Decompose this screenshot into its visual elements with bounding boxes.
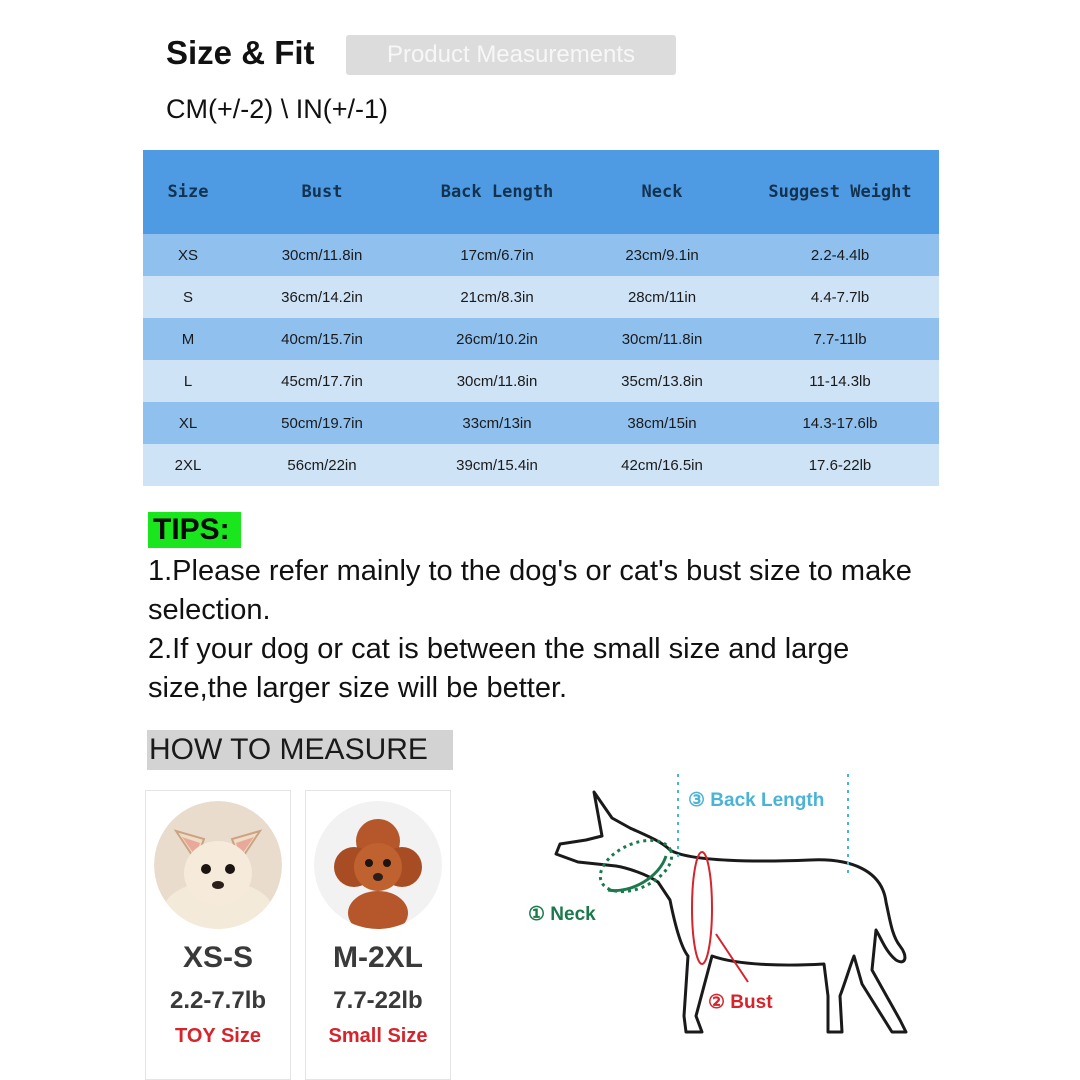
table-cell: 30cm/11.8in (456, 372, 538, 390)
table-cell: 40cm/15.7in (281, 330, 363, 348)
table-row (143, 402, 939, 444)
size-range: XS-S (182, 941, 254, 974)
chihuahua-photo (154, 801, 282, 929)
table-cell: M (181, 330, 195, 348)
table-cell: 23cm/9.1in (625, 246, 699, 264)
page-title: Size & Fit (166, 34, 315, 71)
size-card-toy (145, 790, 291, 1080)
table-cell: L (183, 372, 193, 390)
table-cell: 30cm/11.8in (281, 246, 363, 264)
column-header: Suggest Weight (768, 182, 912, 202)
dog-measure-diagram (520, 770, 920, 1080)
table-cell: 36cm/14.2in (281, 288, 363, 306)
table-cell: 17cm/6.7in (460, 246, 534, 264)
table-cell: 4.4-7.7lb (810, 288, 870, 306)
table-row (143, 360, 939, 402)
size-type: Small Size (328, 1025, 428, 1047)
bust-label: ② Bust (708, 992, 773, 1013)
table-cell: 2.2-4.4lb (810, 246, 870, 264)
weight-range: 2.2-7.7lb (169, 987, 267, 1014)
table-cell: 21cm/8.3in (460, 288, 534, 306)
table-row (143, 276, 939, 318)
table-cell: 11-14.3lb (809, 372, 871, 390)
size-card-small (305, 790, 451, 1080)
how-to-measure-heading: HOW TO MEASURE (147, 730, 453, 770)
table-cell: 2XL (174, 456, 202, 474)
neck-label: ① Neck (528, 904, 596, 925)
table-cell: 14.3-17.6lb (802, 414, 878, 432)
table-cell: 28cm/11in (627, 288, 697, 306)
table-cell: 35cm/13.8in (621, 372, 703, 390)
table-cell: 42cm/16.5in (621, 456, 703, 474)
tip-line: 2.If your dog or cat is between the small size and large size,the larger size will be better. (148, 633, 850, 704)
back-length-label: ③ Back Length (688, 790, 825, 811)
table-cell: S (182, 288, 193, 306)
table-cell: 39cm/15.4in (456, 456, 538, 474)
table-cell: 17.6-22lb (808, 456, 872, 474)
table-row (143, 444, 939, 486)
poodle-photo (314, 801, 442, 929)
size-type: TOY Size (175, 1025, 261, 1047)
bust-measure-loop (692, 852, 712, 964)
column-header: Back Length (440, 182, 554, 202)
table-cell: 7.7-11lb (813, 330, 867, 348)
tip-line: 1.Please refer mainly to the dog's or cat's bust size to make selection. (148, 555, 912, 626)
weight-range: 7.7-22lb (333, 987, 423, 1014)
table-cell: 30cm/11.8in (621, 330, 703, 348)
column-header: Size (167, 182, 209, 202)
table-cell: 56cm/22in (287, 456, 357, 474)
table-header (143, 150, 939, 234)
tips-badge: TIPS: (148, 512, 241, 548)
table-cell: XL (178, 414, 198, 432)
table-cell: 50cm/19.7in (281, 414, 363, 432)
size-table (143, 150, 939, 486)
table-row (143, 318, 939, 360)
column-header: Neck (641, 182, 683, 202)
table-cell: 38cm/15in (627, 414, 697, 432)
table-cell: 26cm/10.2in (456, 330, 538, 348)
table-cell: 33cm/13in (462, 414, 532, 432)
table-cell: 45cm/17.7in (281, 372, 363, 390)
units-note: CM(+/-2) \ IN(+/-1) (166, 94, 389, 124)
column-header: Bust (301, 182, 343, 202)
product-measurements-pill: Product Measurements (346, 35, 676, 75)
size-range: M-2XL (333, 941, 423, 974)
table-row (143, 234, 939, 276)
tips-text (148, 552, 948, 708)
table-cell: XS (177, 246, 198, 264)
